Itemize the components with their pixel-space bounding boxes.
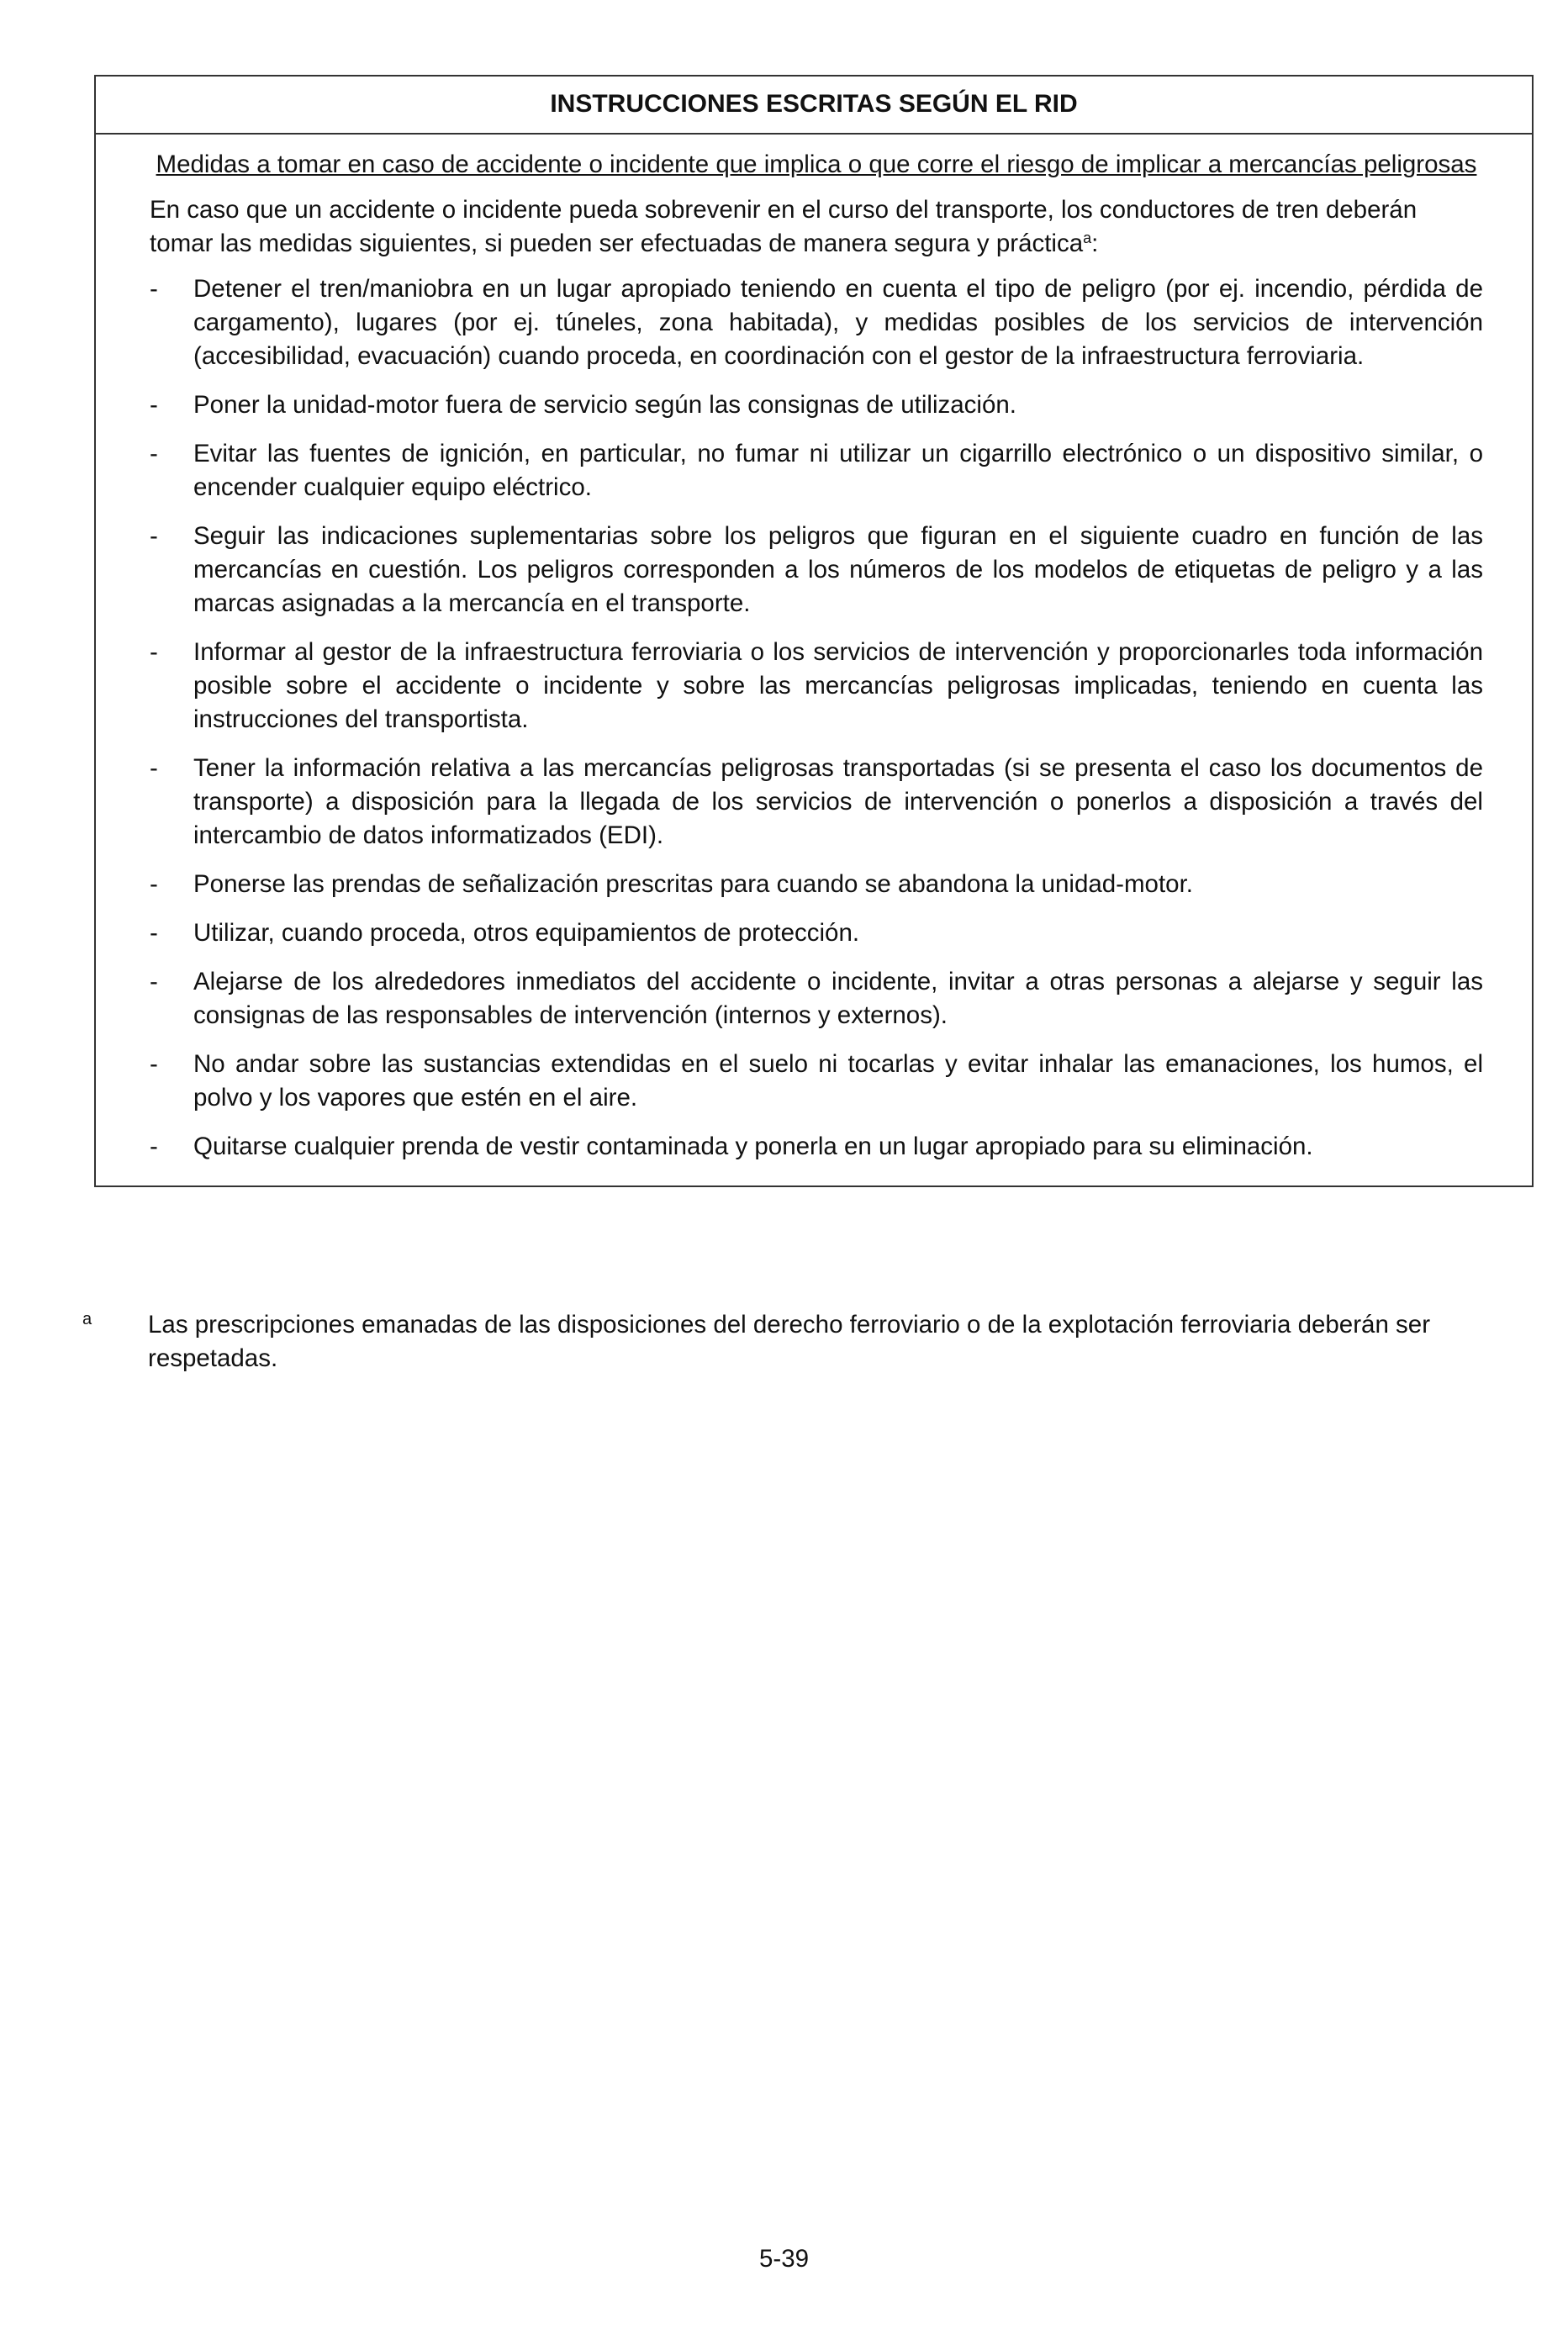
instruction-text: Tener la información relativa a las mercancías peligrosas transportadas (si se presenta el caso los documentos de transporte) a disposición para la llegada de los servicios de intervención o ponerlos a disposición a través del intercambio de datos informatizados (EDI).	[193, 754, 1483, 849]
footnote-mark: a	[82, 1310, 92, 1328]
instruction-text: Poner la unidad-motor fuera de servicio según las consignas de utilización.	[193, 391, 1016, 419]
intro-colon: :	[1091, 230, 1099, 257]
instruction-item	[150, 1130, 1483, 1164]
bullet-dash: -	[150, 1050, 158, 1078]
instruction-item	[150, 520, 1483, 620]
instruction-text: Seguir las indicaciones suplementarias sobre los peligros que figuran en el siguiente cuadro en función de las mercancías en cuestión. Los peligros corresponden a los números de los modelos de etiquetas de peligro y a las marcas asignadas a la mercancía en el transporte.	[193, 522, 1483, 617]
page-number: 5-39	[758, 2245, 810, 2273]
instruction-list	[150, 272, 1483, 1164]
bullet-dash: -	[150, 275, 158, 303]
bullet-dash: -	[150, 968, 158, 995]
instruction-item	[150, 437, 1483, 504]
instructions-box	[94, 75, 1534, 1187]
bullet-dash: -	[150, 638, 158, 666]
bullet-dash: -	[150, 391, 158, 419]
document-title: INSTRUCCIONES ESCRITAS SEGÚN EL RID	[96, 77, 1532, 135]
instruction-text: Informar al gestor de la infraestructura ferroviaria o los servicios de intervención y proporcionarles toda información posible sobre el accidente o incidente y sobre las mercancías peligrosas implicadas, teniendo en cuenta las instrucciones del transportista.	[193, 638, 1483, 733]
bullet-dash: -	[150, 754, 158, 782]
instruction-item	[150, 965, 1483, 1032]
instructions-body	[96, 135, 1532, 1185]
instruction-item	[150, 1048, 1483, 1115]
bullet-dash: -	[150, 919, 158, 947]
bullet-dash: -	[150, 522, 158, 550]
instruction-text: No andar sobre las sustancias extendidas en el suelo ni tocarlas y evitar inhalar las emanaciones, los humos, el polvo y los vapores que estén en el aire.	[193, 1050, 1483, 1112]
intro-paragraph	[150, 193, 1483, 261]
instruction-text: Alejarse de los alrededores inmediatos del accidente o incidente, invitar a otras personas a alejarse y seguir las consignas de las responsables de intervención (internos y externos).	[193, 968, 1483, 1029]
instruction-item	[150, 636, 1483, 737]
instruction-item	[150, 868, 1483, 901]
footnote	[82, 1308, 1537, 1376]
instruction-text: Utilizar, cuando proceda, otros equipamientos de protección.	[193, 919, 860, 947]
intro-footnote-mark: a	[1083, 230, 1092, 246]
instruction-item	[150, 272, 1483, 373]
instruction-item	[150, 916, 1483, 950]
footnote-text: Las prescripciones emanadas de las disposiciones del derecho ferroviario o de la explotación ferroviaria deberán ser respetadas.	[148, 1311, 1431, 1372]
document-subtitle: Medidas a tomar en caso de accidente o incidente que implica o que corre el riesgo de implicar a mercancías peligrosas	[156, 150, 1477, 178]
instruction-text: Detener el tren/maniobra en un lugar apropiado teniendo en cuenta el tipo de peligro (por ej. incendio, pérdida de cargamento), lugares (por ej. túneles, zona habitada), y medidas posibles de los servicios de intervención (accesibilidad, evacuación) cuando proceda, en coordinación con el gestor de la infraestructura ferroviaria.	[193, 275, 1483, 370]
instruction-text: Quitarse cualquier prenda de vestir contaminada y ponerla en un lugar apropiado para su eliminación.	[193, 1133, 1313, 1160]
bullet-dash: -	[150, 870, 158, 898]
instruction-text: Evitar las fuentes de ignición, en particular, no fumar ni utilizar un cigarrillo electrónico o un dispositivo similar, o encender cualquier equipo eléctrico.	[193, 440, 1483, 501]
bullet-dash: -	[150, 440, 158, 467]
instruction-item	[150, 388, 1483, 422]
instruction-text: Ponerse las prendas de señalización prescritas para cuando se abandona la unidad-motor.	[193, 870, 1193, 898]
intro-text: En caso que un accidente o incidente pueda sobrevenir en el curso del transporte, los conductores de tren deberán tomar las medidas siguientes, si pueden ser efectuadas de manera segura y práctica	[150, 196, 1418, 257]
instruction-item	[150, 752, 1483, 853]
bullet-dash: -	[150, 1133, 158, 1160]
